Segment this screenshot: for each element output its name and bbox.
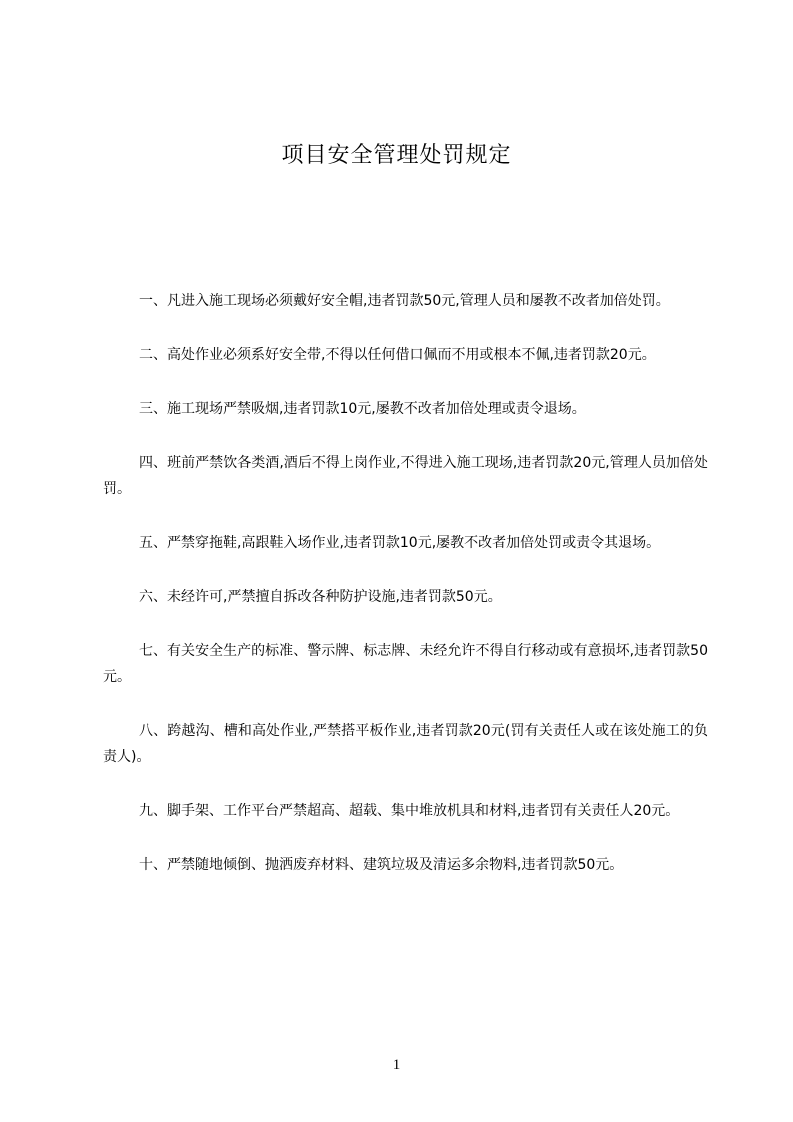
page-title: 项目安全管理处罚规定	[281, 143, 512, 168]
rule-5: 五、严禁穿拖鞋,高跟鞋入场作业,违者罚款10元,屡教不改者加倍处罚或责令其退场。	[139, 535, 661, 551]
rule-1: 一、凡进入施工现场必须戴好安全帽,违者罚款50元,管理人员和屡教不改者加倍处罚。	[139, 293, 670, 309]
rule-6: 六、未经许可,严禁擅自拆改各种防护设施,违者罚款50元。	[139, 589, 502, 605]
rules-list	[103, 288, 708, 906]
rule-7: 七、有关安全生产的标准、警示牌、标志牌、未经允许不得自行移动或有意损坏,违者罚款50元。	[103, 643, 708, 685]
rule-10: 十、严禁随地倾倒、抛洒废弃材料、建筑垃圾及清运多余物料,违者罚款50元。	[139, 857, 624, 873]
page-number: 1	[392, 1057, 401, 1073]
rule-2: 二、高处作业必须系好安全带,不得以任何借口佩而不用或根本不佩,违者罚款20元。	[139, 347, 656, 363]
rule-9: 九、脚手架、工作平台严禁超高、超载、集中堆放机具和材料,违者罚有关责任人20元。	[139, 803, 680, 819]
rule-3: 三、施工现场严禁吸烟,违者罚款10元,屡教不改者加倍处理或责令退场。	[139, 401, 586, 417]
rule-8: 八、跨越沟、槽和高处作业,严禁搭平板作业,违者罚款20元(罚有关责任人或在该处施工的负责人)。	[103, 723, 708, 765]
rule-4: 四、班前严禁饮各类酒,酒后不得上岗作业,不得进入施工现场,违者罚款20元,管理人员加倍处罚。	[103, 455, 708, 497]
